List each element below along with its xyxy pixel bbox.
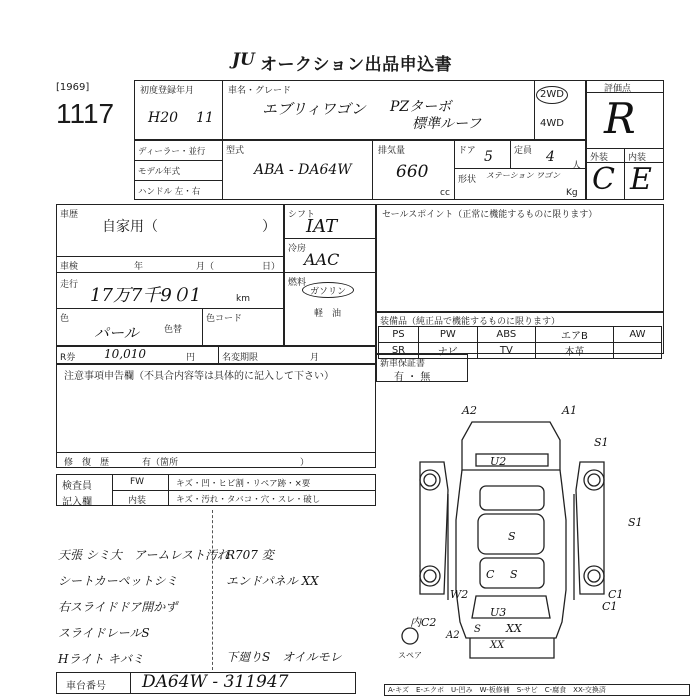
- usage-value: 自家用（: [102, 219, 158, 235]
- cooling-label: 冷房: [288, 244, 307, 254]
- chassis-label: 車台番号: [66, 681, 106, 692]
- diag-s-bumper: S: [474, 624, 481, 635]
- fuel-label: 燃料: [288, 278, 307, 288]
- sales-label: セールスポイント（正常に機能するものに限ります）: [382, 210, 598, 220]
- chassis-value: DA64W - 311947: [142, 672, 289, 692]
- diag-xx-bottom: XX: [506, 622, 522, 635]
- drive-2wd: 2WD: [540, 89, 564, 100]
- diag-s1-b: S1: [628, 516, 643, 529]
- int-label: 内装: [628, 153, 647, 163]
- inspector-interior: 内装: [128, 496, 147, 506]
- car-grade: PZターボ: [390, 99, 452, 115]
- drive-4wd: 4WD: [540, 118, 564, 129]
- recycle-value: 10,010: [104, 347, 146, 361]
- color-code-label: 色コード: [206, 314, 243, 324]
- diag-s-low: S: [510, 568, 518, 581]
- hue-label: 色替: [164, 325, 183, 335]
- diag-c2-inner: 内C2: [410, 616, 437, 629]
- equip-tv: TV: [477, 343, 535, 359]
- mileage-label: 走行: [60, 280, 79, 290]
- diag-s-center: S: [508, 530, 516, 543]
- new-cert-value: 有 ・ 無: [394, 372, 431, 383]
- diag-a2-bottom: A2: [446, 630, 460, 641]
- remark-1: 天張 シミ大 アームレスト汚れ: [58, 548, 230, 562]
- engine-label: 排気量: [378, 146, 406, 156]
- equipment-label: 装備品（純正品で機能するものに限ります）: [380, 317, 561, 327]
- score-label: 評価点: [604, 84, 632, 94]
- new-cert-label: 新車保証書: [380, 359, 426, 369]
- recycle-unit: 円: [186, 353, 196, 363]
- inspector-fw-items: キズ・凹・ヒビ割・リペア跡・×要: [176, 479, 311, 489]
- cooling-value: AAC: [304, 250, 340, 269]
- fuel-alt: 軽 油: [314, 309, 342, 319]
- remark-2: シートカーペットシミ: [58, 574, 178, 588]
- equip-airbag: エアB: [536, 327, 614, 343]
- remark-6: R707 変: [226, 548, 274, 562]
- diag-s1-a: S1: [594, 436, 609, 449]
- diag-u3: U3: [490, 606, 507, 619]
- usage-label: 車歴: [60, 210, 79, 220]
- seats-unit: 人: [572, 161, 582, 171]
- recycle-label: R券: [60, 353, 76, 363]
- int-value: E: [630, 162, 652, 197]
- repair-close: ）: [300, 458, 310, 468]
- inspector-label2: 記入欄: [62, 497, 92, 508]
- equip-ps: PS: [379, 327, 419, 343]
- notes-label: 注意事項申告欄（不具合内容等は具体的に記入して下さい）: [64, 371, 334, 382]
- engine-value: 660: [396, 162, 429, 182]
- name-change-label: 名変期限: [222, 353, 259, 363]
- model-label: 型式: [226, 146, 245, 156]
- mileage-value: 17万7千9０1: [90, 285, 202, 306]
- diag-u2: U2: [490, 455, 507, 468]
- inspection-label: 車検: [60, 262, 79, 272]
- equip-navi: ナビ: [418, 343, 477, 359]
- equip-aw: AW: [613, 327, 661, 343]
- usage-close: ）: [262, 219, 276, 235]
- repair-value: 有（箇所: [142, 458, 179, 468]
- kg-unit: Kg: [566, 188, 578, 198]
- sales-section: [376, 204, 664, 312]
- inspector-fw: FW: [130, 477, 145, 487]
- equip-pw: PW: [418, 327, 477, 343]
- inspector-label1: 検査員: [62, 481, 92, 492]
- ext-label: 外装: [590, 153, 609, 163]
- remark-3: 右スライドドア開かず: [58, 600, 178, 614]
- lot-number: 1117: [56, 98, 115, 129]
- equip-sr: SR: [379, 343, 419, 359]
- lot-code: [1969]: [56, 82, 90, 93]
- reg-label: 初度登録年月: [140, 86, 195, 96]
- inspection-month: 月（: [196, 262, 215, 272]
- remark-8: 下廻りS オイルモレ: [226, 650, 342, 664]
- remark-5: Hライト キバミ: [58, 652, 144, 666]
- diag-c: C: [486, 568, 495, 581]
- repair-label: 修 復 歴: [64, 458, 110, 468]
- equip-leather: 本革: [536, 343, 614, 359]
- diag-w2: W2: [450, 588, 469, 601]
- model-value: ABA - DA64W: [254, 162, 352, 178]
- inspector-int-items: キズ・汚れ・タバコ・穴・スレ・破し: [176, 495, 321, 505]
- car-roof: 標準ルーフ: [412, 116, 482, 132]
- diag-a1-top: A1: [562, 404, 577, 417]
- seats-label: 定員: [514, 146, 533, 156]
- dealer-row1: ディーラー・並行: [138, 147, 206, 157]
- doors-label: ドア: [458, 146, 476, 156]
- fuel-value: ガソリン: [310, 287, 347, 297]
- car-name: エブリィワゴン: [262, 100, 366, 118]
- remark-4: スライドレールS: [58, 626, 150, 640]
- color-label: 色: [60, 314, 70, 324]
- name-change-unit: 月: [310, 353, 320, 363]
- legend: A-キズ E-エクボ U-凹み W-板修補 S-サビ C-腐食 XX-交換済: [388, 686, 606, 694]
- dealer-row3: ハンドル 左・右: [138, 187, 201, 197]
- car-label: 車名・グレード: [228, 86, 292, 96]
- reg-era: H20: [148, 110, 179, 126]
- diag-c1-b: C1: [602, 600, 618, 613]
- mileage-unit: km: [236, 294, 250, 304]
- diag-c1-a: C1: [608, 588, 624, 601]
- doors-value: 5: [484, 149, 493, 165]
- shift-label: シフト: [288, 210, 316, 220]
- remark-7: エンドパネル XX: [226, 574, 319, 588]
- diag-a2-top: A2: [462, 404, 477, 417]
- color-value: パール: [94, 324, 139, 342]
- inspection-day: 日）: [262, 262, 281, 272]
- diag-xx-bumper: XX: [490, 640, 505, 651]
- engine-unit: cc: [440, 188, 450, 198]
- spare-label: スペア: [398, 651, 422, 660]
- equip-abs: ABS: [477, 327, 535, 343]
- seats-value: 4: [546, 149, 555, 165]
- body-type-label: 形状: [458, 175, 477, 185]
- reg-month: 11: [196, 110, 214, 126]
- dealer-row2: モデル年式: [138, 167, 181, 177]
- form-title: オークション出品申込書: [260, 55, 453, 75]
- inspection-year: 年: [134, 262, 144, 272]
- body-type-value: ステーション ワゴン: [486, 171, 561, 180]
- ext-value: C: [592, 162, 615, 197]
- score-value: R: [604, 94, 636, 143]
- logo: JU: [232, 50, 255, 70]
- car-diagram: [400, 400, 690, 670]
- shift-value: IAT: [306, 216, 338, 237]
